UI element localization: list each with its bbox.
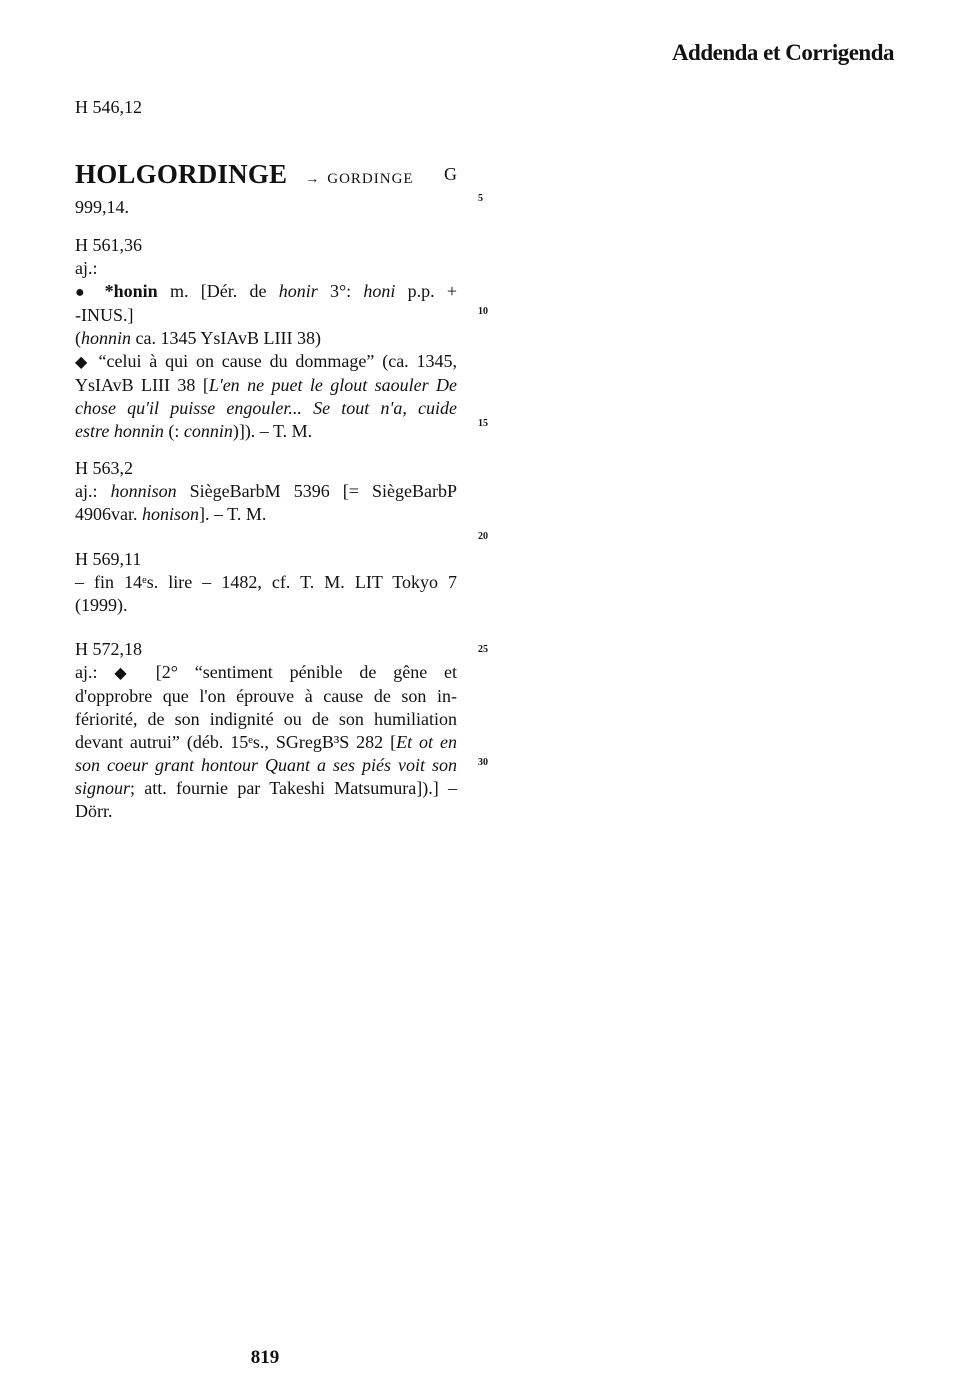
variant-form: honison — [142, 504, 200, 524]
definition: d'opprobre que l'on éprouve à cause de son in- — [75, 686, 457, 706]
entry-ref-block — [75, 96, 457, 119]
citation-close: ]. – T. M. — [199, 504, 267, 524]
definition: [2° “sentiment pénible de gêne et — [155, 662, 458, 682]
citation-source: SiègeBarbM 5396 [= SiègeBarbP — [189, 481, 458, 501]
diamond-icon: ◆ — [75, 354, 91, 371]
cross-ref-siglum: G — [444, 164, 457, 184]
running-header: Addenda et Corrigenda — [671, 40, 894, 65]
grammar: m. — [169, 281, 189, 301]
variant-form: honnison — [110, 481, 177, 501]
citation-rhyme-open: (: — [168, 421, 184, 441]
entry-ref: H 563,2 — [75, 458, 133, 478]
derivation-num: 3°: — [329, 281, 352, 301]
definition: “celui à qui on cause du dommage” (ca. 1345, — [98, 351, 458, 371]
line-number: 10 — [478, 306, 488, 317]
line-number: 20 — [478, 531, 488, 542]
entry-ref: H 572,18 — [75, 639, 142, 659]
cross-ref-target: GORDINGE — [327, 171, 414, 187]
line-number: 30 — [478, 757, 488, 768]
entry-date-correction — [75, 548, 457, 617]
form-word: honnin — [81, 328, 132, 348]
bullet-icon: ● — [75, 284, 93, 301]
correction-text: – fin 14ᵉs. lire – 1482, cf. T. M. LIT Tokyo 7 — [75, 572, 457, 592]
lemma: *honin — [104, 281, 158, 301]
page-number: 819 — [250, 1347, 280, 1368]
headword: HOLGORDINGE — [75, 159, 288, 189]
entry-ref: H 561,36 — [75, 235, 142, 255]
definition: fériorité, de son indignité ou de son humiliation — [75, 709, 457, 729]
addition-label: aj.: — [75, 481, 98, 501]
form-paren: ( — [75, 328, 81, 348]
line-number: 25 — [478, 644, 488, 655]
citation-text: son coeur grant hontour Quant a ses piés voit son — [75, 755, 457, 775]
citation-source: 4906var. — [75, 504, 138, 524]
line-number: 5 — [478, 193, 483, 204]
citation-text: estre honnin — [75, 421, 164, 441]
citation-text: signour — [75, 778, 131, 798]
correction-text: (1999). — [75, 595, 128, 615]
derivation-text: [Dér. de — [200, 281, 267, 301]
entry-honin — [75, 234, 457, 443]
derivation-word: honi — [363, 281, 396, 301]
arrow-icon: → — [305, 172, 320, 187]
citation-source: YsIAvB LIII 38 [ — [75, 375, 209, 395]
entry-ref: H 546,12 — [75, 97, 142, 117]
entry-honnison — [75, 457, 457, 526]
definition: devant autrui” (déb. 15ᵉs., SGregB³S 282 [ — [75, 732, 397, 752]
citation-text: Et ot en — [396, 732, 457, 752]
citation-text: L'en ne puet le glout saouler De — [208, 375, 458, 395]
citation-text: chose qu'il puisse engouler... Se tout n'a, cuide — [75, 398, 457, 418]
diamond-icon: ◆ — [114, 665, 139, 682]
author: Dörr. — [75, 801, 113, 821]
headword-entry — [75, 158, 457, 219]
entry-ref: H 569,11 — [75, 549, 142, 569]
addition-label: aj.: — [75, 258, 98, 278]
cross-ref-location: 999,14. — [75, 197, 129, 217]
attribution: ; att. fournie par Takeshi Matsumura]).] – — [130, 778, 457, 798]
citation-rhyme: connin — [183, 421, 233, 441]
derivation-text: p.p. + — [407, 281, 458, 301]
entry-sense-addition — [75, 638, 457, 823]
derivation-word: honir — [278, 281, 318, 301]
citation-close: )]). – T. M. — [232, 421, 313, 441]
line-number: 15 — [478, 418, 488, 429]
addition-label: aj.: — [75, 662, 98, 682]
derivation-suffix: -INUS.] — [75, 305, 134, 325]
form-source: ca. 1345 YsIAvB LIII 38) — [135, 328, 321, 348]
